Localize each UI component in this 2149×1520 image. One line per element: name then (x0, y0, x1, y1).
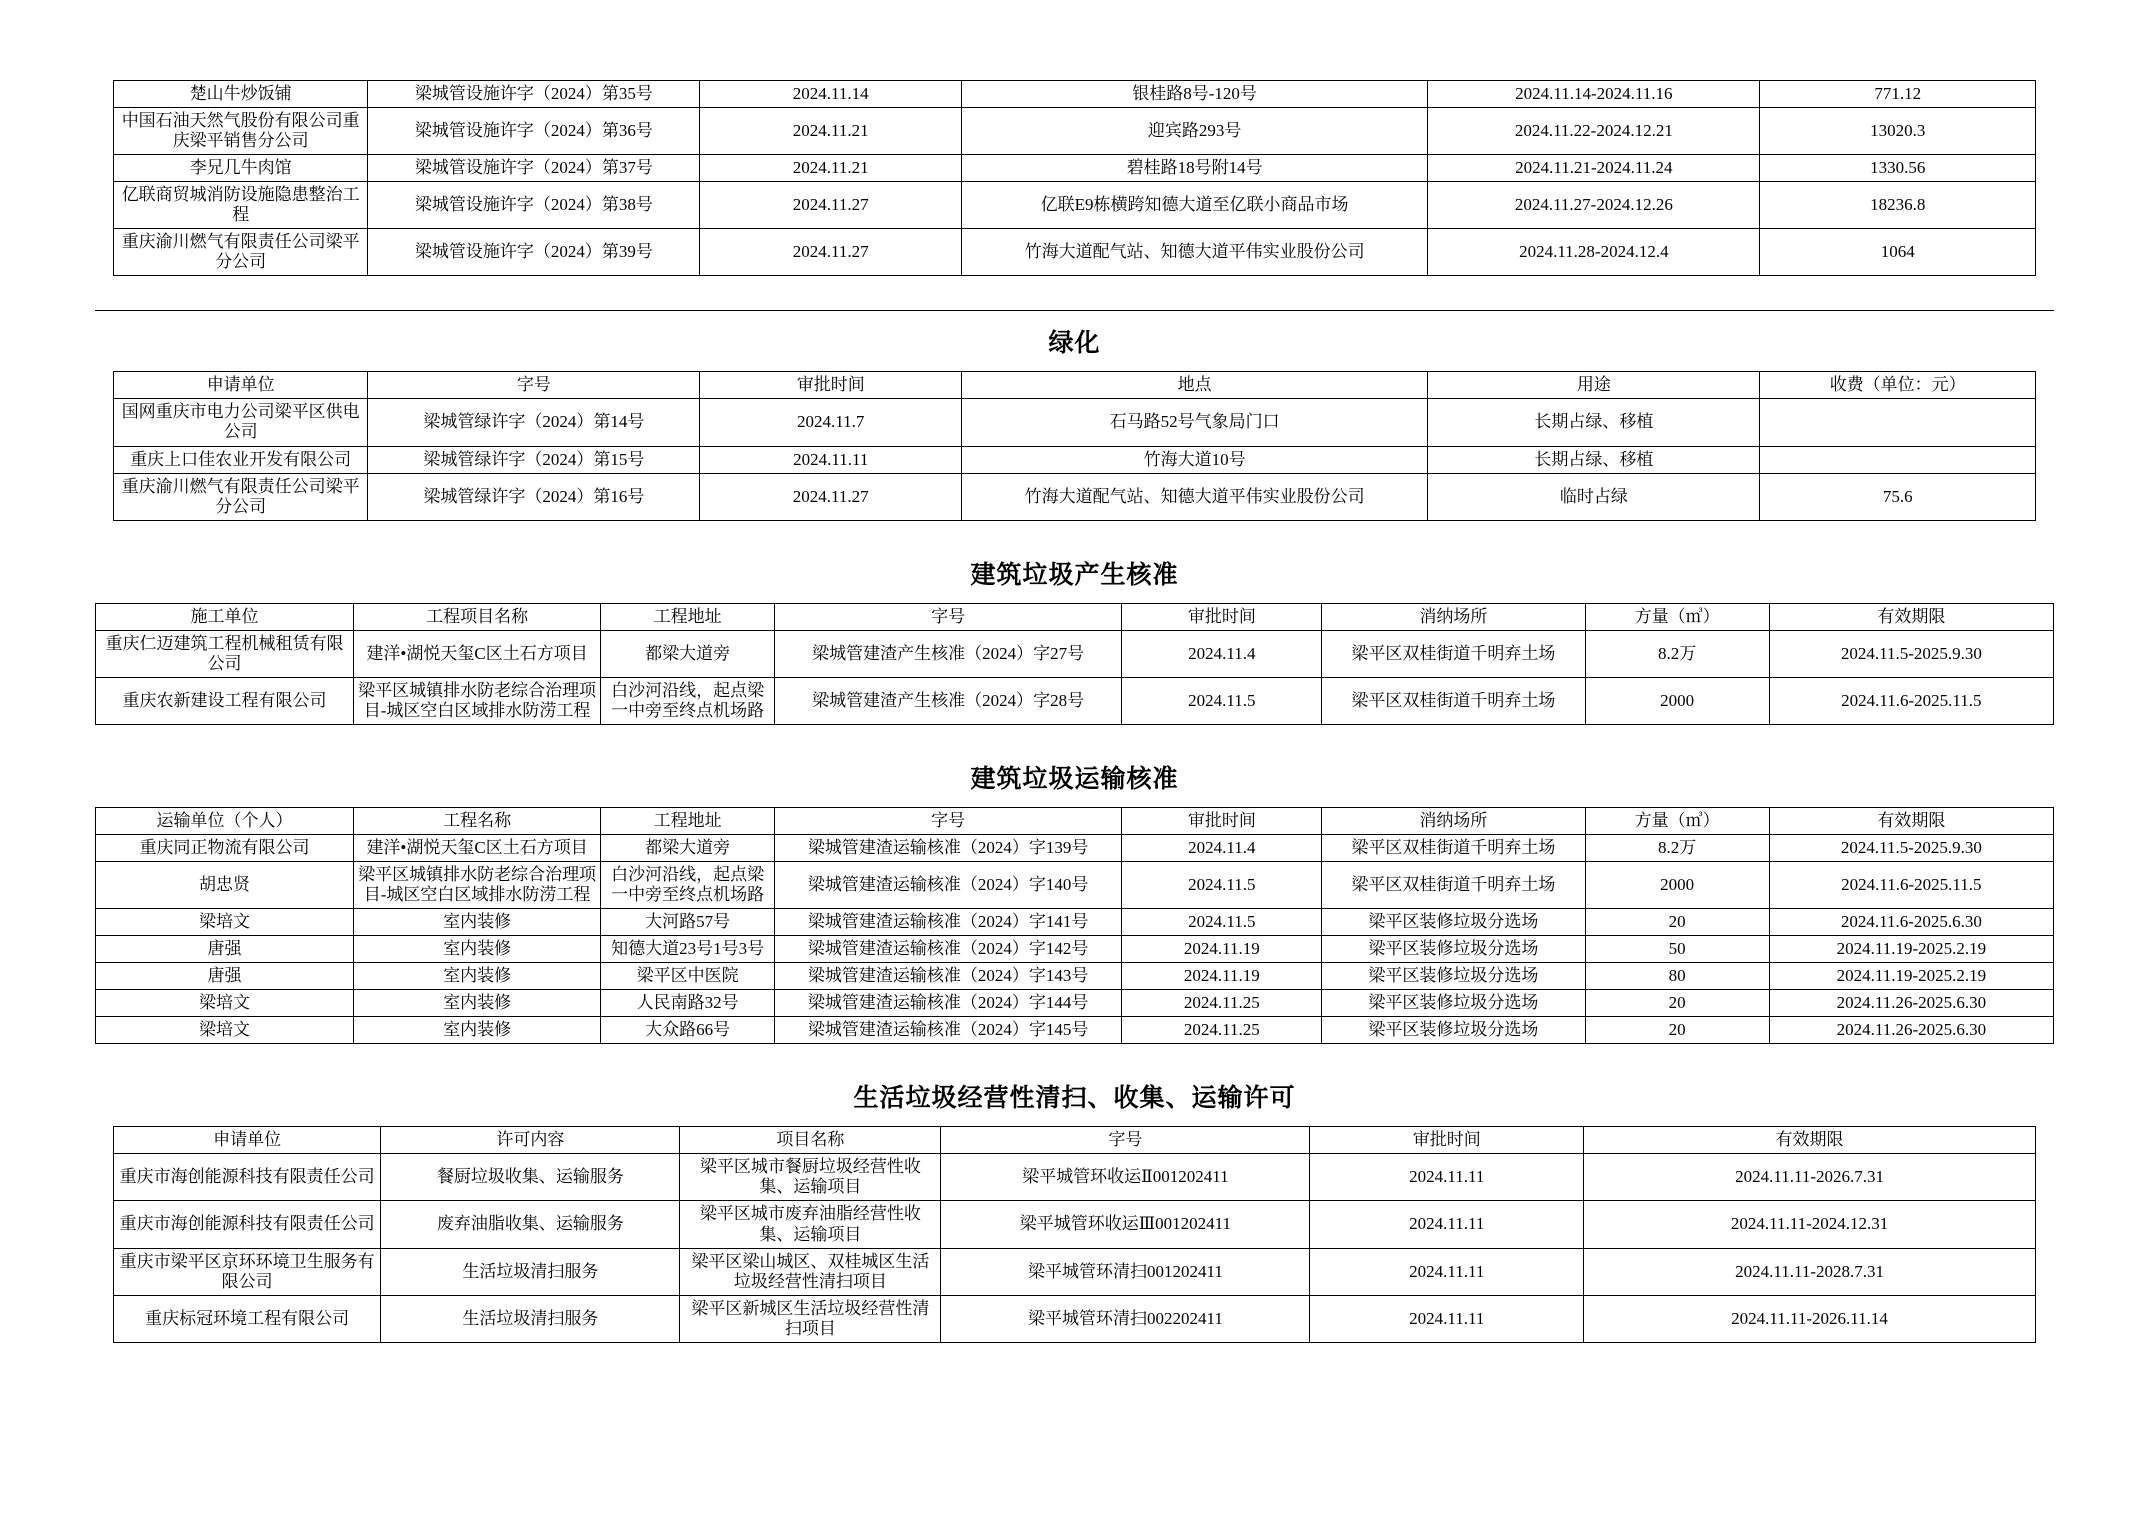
applicant-cell: 重庆渝川燃气有限责任公司梁平分公司 (114, 229, 368, 276)
spacer (95, 359, 2054, 371)
greening-table (113, 371, 2036, 520)
applicant-cell: 重庆市梁平区京环环境卫生服务有限公司 (114, 1248, 381, 1295)
valid-period-cell: 2024.11.11-2026.11.14 (1584, 1295, 2036, 1342)
fee-cell: 1330.56 (1760, 155, 2036, 182)
approve-date-cell: 2024.11.11 (700, 446, 961, 473)
valid-period-cell: 2024.11.5-2025.9.30 (1769, 834, 2053, 861)
volume-cell: 8.2万 (1585, 834, 1769, 861)
applicant-cell: 楚山牛炒饭铺 (114, 81, 368, 108)
approve-date-cell: 2024.11.27 (700, 229, 961, 276)
valid-period-cell: 2024.11.26-2025.6.30 (1769, 1017, 2053, 1044)
section-title-greening: 绿化 (1048, 330, 1101, 358)
project-cell: 梁平区城市餐厨垃圾经营性收集、运输项目 (680, 1154, 941, 1201)
table-header-row (96, 603, 2054, 630)
address-cell: 大众路66号 (601, 1017, 775, 1044)
valid-period-cell: 2024.11.5-2025.9.30 (1769, 630, 2053, 677)
doc-no-cell: 梁城管建渣运输核准（2024）字139号 (774, 834, 1121, 861)
valid-period-cell: 2024.11.11-2028.7.31 (1584, 1248, 2036, 1295)
volume-cell: 20 (1585, 990, 1769, 1017)
col-header: 有效期限 (1584, 1127, 2036, 1154)
spacer (95, 276, 2054, 310)
unit-cell: 重庆同正物流有限公司 (96, 834, 354, 861)
table-row (114, 1295, 2036, 1342)
col-header: 审批时间 (1122, 807, 1322, 834)
doc-no-cell: 梁平城管环收运Ⅱ001202411 (941, 1154, 1310, 1201)
col-header: 字号 (774, 603, 1121, 630)
applicant-cell: 中国石油天然气股份有限公司重庆梁平销售分公司 (114, 108, 368, 155)
location-cell: 竹海大道10号 (961, 446, 1427, 473)
col-header: 审批时间 (700, 372, 961, 399)
col-header: 许可内容 (381, 1127, 680, 1154)
project-cell: 室内装修 (353, 990, 600, 1017)
waste-transport-table (95, 807, 2054, 1044)
site-cell: 梁平区双桂街道千明弃土场 (1322, 834, 1585, 861)
table-row (96, 677, 2054, 724)
doc-no-cell: 梁城管绿许字（2024）第15号 (368, 446, 700, 473)
fee-cell: 1064 (1760, 229, 2036, 276)
approve-date-cell: 2024.11.11 (1310, 1154, 1584, 1201)
table-row (96, 630, 2054, 677)
project-cell: 建洋•湖悦天玺C区土石方项目 (353, 630, 600, 677)
address-cell: 人民南路32号 (601, 990, 775, 1017)
approve-date-cell: 2024.11.25 (1122, 990, 1322, 1017)
address-cell: 都梁大道旁 (601, 630, 775, 677)
table-header-row (114, 1127, 2036, 1154)
site-cell: 梁平区双桂街道千明弃土场 (1322, 630, 1585, 677)
doc-no-cell: 梁城管建渣运输核准（2024）字144号 (774, 990, 1121, 1017)
fee-cell: 18236.8 (1760, 182, 2036, 229)
content-cell: 废弃油脂收集、运输服务 (381, 1201, 680, 1248)
approve-date-cell: 2024.11.27 (700, 182, 961, 229)
applicant-cell: 重庆标冠环境工程有限公司 (114, 1295, 381, 1342)
spacer (95, 1044, 2054, 1078)
col-header: 工程地址 (601, 807, 775, 834)
table-row (114, 155, 2036, 182)
section-title-waste-generation: 建筑垃圾产生核准 (970, 561, 1179, 589)
location-cell: 亿联E9栋横跨知德大道至亿联小商品市场 (961, 182, 1427, 229)
fee-cell: 13020.3 (1760, 108, 2036, 155)
applicant-cell: 重庆市海创能源科技有限责任公司 (114, 1154, 381, 1201)
applicant-cell: 亿联商贸城消防设施隐患整治工程 (114, 182, 368, 229)
spacer (95, 1114, 2054, 1126)
doc-no-cell: 梁城管建渣运输核准（2024）字142号 (774, 936, 1121, 963)
doc-no-cell: 梁城管绿许字（2024）第16号 (368, 473, 700, 520)
permits-continued-wrap (95, 80, 2054, 276)
volume-cell: 20 (1585, 909, 1769, 936)
table-header-row (96, 807, 2054, 834)
project-cell: 室内装修 (353, 909, 600, 936)
col-header: 有效期限 (1769, 807, 2053, 834)
divider-line (95, 310, 2054, 311)
doc-no-cell: 梁城管设施许字（2024）第35号 (368, 81, 700, 108)
site-cell: 梁平区装修垃圾分选场 (1322, 936, 1585, 963)
approve-date-cell: 2024.11.21 (700, 155, 961, 182)
doc-no-cell: 梁平城管环收运Ⅲ001202411 (941, 1201, 1310, 1248)
spacer (95, 591, 2054, 603)
fee-cell (1760, 399, 2036, 446)
col-header: 收费（单位：元） (1760, 372, 2036, 399)
volume-cell: 2000 (1585, 861, 1769, 908)
table-row (114, 182, 2036, 229)
purpose-cell: 长期占绿、移植 (1428, 446, 1760, 473)
approve-date-cell: 2024.11.11 (1310, 1295, 1584, 1342)
table-row (96, 834, 2054, 861)
col-header: 施工单位 (96, 603, 354, 630)
applicant-cell: 李兄几牛肉馆 (114, 155, 368, 182)
address-cell: 梁平区中医院 (601, 963, 775, 990)
valid-period-cell: 2024.11.6-2025.11.5 (1769, 861, 2053, 908)
valid-period-cell: 2024.11.26-2025.6.30 (1769, 990, 2053, 1017)
col-header: 项目名称 (680, 1127, 941, 1154)
volume-cell: 50 (1585, 936, 1769, 963)
spacer (95, 795, 2054, 807)
table-row (96, 909, 2054, 936)
valid-period-cell: 2024.11.11-2026.7.31 (1584, 1154, 2036, 1201)
doc-no-cell: 梁城管建渣运输核准（2024）字145号 (774, 1017, 1121, 1044)
address-cell: 白沙河沿线，起点梁一中旁至终点机场路 (601, 861, 775, 908)
purpose-cell: 长期占绿、移植 (1428, 399, 1760, 446)
content-cell: 生活垃圾清扫服务 (381, 1248, 680, 1295)
approve-date-cell: 2024.11.4 (1122, 834, 1322, 861)
table-row (96, 990, 2054, 1017)
valid-period-cell: 2024.11.19-2025.2.19 (1769, 936, 2053, 963)
table-row (96, 861, 2054, 908)
approve-date-cell: 2024.11.5 (1122, 677, 1322, 724)
table-row (114, 81, 2036, 108)
fee-cell: 771.12 (1760, 81, 2036, 108)
doc-no-cell: 梁城管建渣产生核准（2024）字28号 (774, 677, 1121, 724)
content-cell: 餐厨垃圾收集、运输服务 (381, 1154, 680, 1201)
table-row (114, 1248, 2036, 1295)
approve-date-cell: 2024.11.5 (1122, 909, 1322, 936)
location-cell: 碧桂路18号附14号 (961, 155, 1427, 182)
site-cell: 梁平区装修垃圾分选场 (1322, 909, 1585, 936)
col-header: 运输单位（个人） (96, 807, 354, 834)
project-cell: 建洋•湖悦天玺C区土石方项目 (353, 834, 600, 861)
valid-period-cell: 2024.11.21-2024.11.24 (1428, 155, 1760, 182)
greening-table-wrap (95, 371, 2054, 520)
doc-no-cell: 梁城管绿许字（2024）第14号 (368, 399, 700, 446)
volume-cell: 2000 (1585, 677, 1769, 724)
doc-no-cell: 梁平城管环清扫001202411 (941, 1248, 1310, 1295)
approve-date-cell: 2024.11.7 (700, 399, 961, 446)
approve-date-cell: 2024.11.11 (1310, 1248, 1584, 1295)
domestic-waste-table-wrap (95, 1126, 2054, 1342)
col-header: 工程名称 (353, 807, 600, 834)
col-header: 消纳场所 (1322, 603, 1585, 630)
col-header: 工程地址 (601, 603, 775, 630)
volume-cell: 8.2万 (1585, 630, 1769, 677)
col-header: 方量（㎥） (1585, 603, 1769, 630)
valid-period-cell: 2024.11.11-2024.12.31 (1584, 1201, 2036, 1248)
approve-date-cell: 2024.11.5 (1122, 861, 1322, 908)
valid-period-cell: 2024.11.14-2024.11.16 (1428, 81, 1760, 108)
location-cell: 银桂路8号-120号 (961, 81, 1427, 108)
col-header: 字号 (941, 1127, 1310, 1154)
unit-cell: 梁培文 (96, 909, 354, 936)
col-header: 字号 (774, 807, 1121, 834)
site-cell: 梁平区装修垃圾分选场 (1322, 1017, 1585, 1044)
valid-period-cell: 2024.11.27-2024.12.26 (1428, 182, 1760, 229)
waste-generation-table (95, 603, 2054, 725)
table-row (114, 1201, 2036, 1248)
valid-period-cell: 2024.11.6-2025.11.5 (1769, 677, 2053, 724)
col-header: 方量（㎥） (1585, 807, 1769, 834)
approve-date-cell: 2024.11.11 (1310, 1201, 1584, 1248)
content-cell: 生活垃圾清扫服务 (381, 1295, 680, 1342)
permits-continued-table (113, 80, 2036, 276)
spacer (95, 521, 2054, 555)
project-cell: 室内装修 (353, 936, 600, 963)
table-row (114, 473, 2036, 520)
approve-date-cell: 2024.11.21 (700, 108, 961, 155)
location-cell: 石马路52号气象局门口 (961, 399, 1427, 446)
col-header: 申请单位 (114, 1127, 381, 1154)
unit-cell: 唐强 (96, 936, 354, 963)
unit-cell: 唐强 (96, 963, 354, 990)
volume-cell: 80 (1585, 963, 1769, 990)
col-header: 用途 (1428, 372, 1760, 399)
purpose-cell: 临时占绿 (1428, 473, 1760, 520)
col-header: 字号 (368, 372, 700, 399)
doc-no-cell: 梁城管设施许字（2024）第39号 (368, 229, 700, 276)
table-row (114, 1154, 2036, 1201)
table-header-row (114, 372, 2036, 399)
col-header: 消纳场所 (1322, 807, 1585, 834)
unit-cell: 胡忠贤 (96, 861, 354, 908)
project-cell: 梁平区城镇排水防老综合治理项目-城区空白区域排水防涝工程 (353, 677, 600, 724)
address-cell: 白沙河沿线，起点梁一中旁至终点机场路 (601, 677, 775, 724)
col-header: 有效期限 (1769, 603, 2053, 630)
site-cell: 梁平区装修垃圾分选场 (1322, 990, 1585, 1017)
section-title-domestic-waste: 生活垃圾经营性清扫、收集、运输许可 (853, 1085, 1296, 1113)
spacer (95, 725, 2054, 759)
project-cell: 室内装修 (353, 1017, 600, 1044)
domestic-waste-table (113, 1126, 2036, 1342)
applicant-cell: 国网重庆市电力公司梁平区供电公司 (114, 399, 368, 446)
fee-cell (1760, 446, 2036, 473)
valid-period-cell: 2024.11.22-2024.12.21 (1428, 108, 1760, 155)
doc-no-cell: 梁城管设施许字（2024）第36号 (368, 108, 700, 155)
col-header: 申请单位 (114, 372, 368, 399)
location-cell: 迎宾路293号 (961, 108, 1427, 155)
table-row (114, 446, 2036, 473)
approve-date-cell: 2024.11.27 (700, 473, 961, 520)
table-row (96, 1017, 2054, 1044)
unit-cell: 梁培文 (96, 990, 354, 1017)
col-header: 地点 (961, 372, 1427, 399)
location-cell: 竹海大道配气站、知德大道平伟实业股份公司 (961, 229, 1427, 276)
unit-cell: 重庆农新建设工程有限公司 (96, 677, 354, 724)
unit-cell: 重庆仁迈建筑工程机械租赁有限公司 (96, 630, 354, 677)
approve-date-cell: 2024.11.25 (1122, 1017, 1322, 1044)
doc-no-cell: 梁城管建渣运输核准（2024）字143号 (774, 963, 1121, 990)
table-row (114, 229, 2036, 276)
approve-date-cell: 2024.11.19 (1122, 963, 1322, 990)
valid-period-cell: 2024.11.6-2025.6.30 (1769, 909, 2053, 936)
project-cell: 梁平区城镇排水防老综合治理项目-城区空白区域排水防涝工程 (353, 861, 600, 908)
doc-no-cell: 梁城管建渣运输核准（2024）字140号 (774, 861, 1121, 908)
project-cell: 梁平区新城区生活垃圾经营性清扫项目 (680, 1295, 941, 1342)
doc-no-cell: 梁城管建渣运输核准（2024）字141号 (774, 909, 1121, 936)
address-cell: 都梁大道旁 (601, 834, 775, 861)
volume-cell: 20 (1585, 1017, 1769, 1044)
col-header: 审批时间 (1122, 603, 1322, 630)
doc-no-cell: 梁城管设施许字（2024）第38号 (368, 182, 700, 229)
table-row (114, 399, 2036, 446)
valid-period-cell: 2024.11.19-2025.2.19 (1769, 963, 2053, 990)
valid-period-cell: 2024.11.28-2024.12.4 (1428, 229, 1760, 276)
doc-no-cell: 梁平城管环清扫002202411 (941, 1295, 1310, 1342)
doc-no-cell: 梁城管设施许字（2024）第37号 (368, 155, 700, 182)
doc-no-cell: 梁城管建渣产生核准（2024）字27号 (774, 630, 1121, 677)
applicant-cell: 重庆渝川燃气有限责任公司梁平分公司 (114, 473, 368, 520)
section-title-waste-transport: 建筑垃圾运输核准 (970, 765, 1179, 793)
table-row (96, 936, 2054, 963)
site-cell: 梁平区双桂街道千明弃土场 (1322, 861, 1585, 908)
location-cell: 竹海大道配气站、知德大道平伟实业股份公司 (961, 473, 1427, 520)
project-cell: 梁平区梁山城区、双桂城区生活垃圾经营性清扫项目 (680, 1248, 941, 1295)
approve-date-cell: 2024.11.4 (1122, 630, 1322, 677)
project-cell: 室内装修 (353, 963, 600, 990)
col-header: 审批时间 (1310, 1127, 1584, 1154)
site-cell: 梁平区双桂街道千明弃土场 (1322, 677, 1585, 724)
unit-cell: 梁培文 (96, 1017, 354, 1044)
address-cell: 知德大道23号1号3号 (601, 936, 775, 963)
table-row (96, 963, 2054, 990)
address-cell: 大河路57号 (601, 909, 775, 936)
fee-cell: 75.6 (1760, 473, 2036, 520)
applicant-cell: 重庆市海创能源科技有限责任公司 (114, 1201, 381, 1248)
col-header: 工程项目名称 (353, 603, 600, 630)
applicant-cell: 重庆上口佳农业开发有限公司 (114, 446, 368, 473)
approve-date-cell: 2024.11.14 (700, 81, 961, 108)
project-cell: 梁平区城市废弃油脂经营性收集、运输项目 (680, 1201, 941, 1248)
table-row (114, 108, 2036, 155)
approve-date-cell: 2024.11.19 (1122, 936, 1322, 963)
site-cell: 梁平区装修垃圾分选场 (1322, 963, 1585, 990)
